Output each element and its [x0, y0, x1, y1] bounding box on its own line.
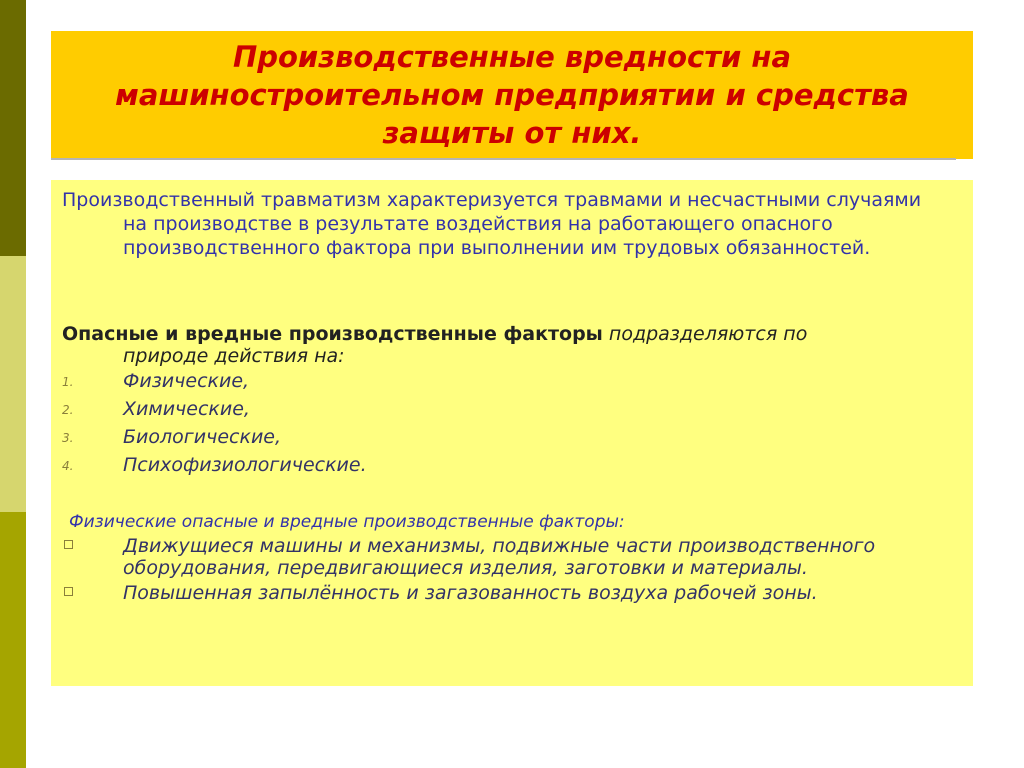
page-title: Производственные вредности на машиностроительном предприятии и средства защиты от них. — [115, 40, 909, 150]
content-panel — [51, 180, 973, 686]
left-decorative-bar — [0, 0, 26, 768]
list-number: 4. — [62, 459, 74, 473]
list-item-text: Движущиеся машины и механизмы, подвижные части производственного оборудования, передвигающиеся изделия, заготовки и материалы. — [123, 535, 876, 579]
list-item-text: Психофизиологические. — [123, 454, 367, 476]
factors-rest-first: подразделяются по — [602, 323, 808, 345]
list-item — [51, 582, 943, 604]
list-item-text: Биологические, — [123, 426, 282, 448]
list-item — [51, 535, 943, 579]
title-divider — [51, 158, 956, 160]
title-banner — [51, 31, 973, 159]
sidebar-segment-dark — [0, 0, 26, 256]
intro-first-line: Производственный травматизм характеризуется травмами и — [62, 189, 682, 211]
list-number: 1. — [62, 375, 74, 389]
list-item-text: Повышенная запылённость и загазованность воздуха рабочей зоны. — [123, 582, 818, 604]
factors-paragraph — [62, 323, 952, 367]
list-number: 3. — [62, 431, 74, 445]
hollow-square-bullet-icon — [64, 540, 73, 549]
hollow-square-bullet-icon — [64, 587, 73, 596]
list-number: 2. — [62, 403, 74, 417]
intro-rest: несчастными случаями на производстве в результате воздействия на работающего опасного производственного фактора при выполнении им трудовых обязанностей. — [123, 189, 922, 259]
list-item-text: Физические, — [123, 370, 250, 392]
sidebar-segment-mid — [0, 512, 26, 768]
factors-rest-second: природе действия на: — [123, 345, 345, 367]
list-item-text: Химические, — [123, 398, 250, 420]
physical-factors-heading: Физические опасные и вредные производственные факторы: — [69, 512, 625, 532]
factors-bold-term: Опасные и вредные производственные факторы — [62, 323, 603, 345]
physical-factors-list — [51, 535, 943, 604]
intro-paragraph-text — [62, 188, 942, 260]
intro-paragraph — [62, 188, 942, 260]
sidebar-segment-light — [0, 256, 26, 512]
